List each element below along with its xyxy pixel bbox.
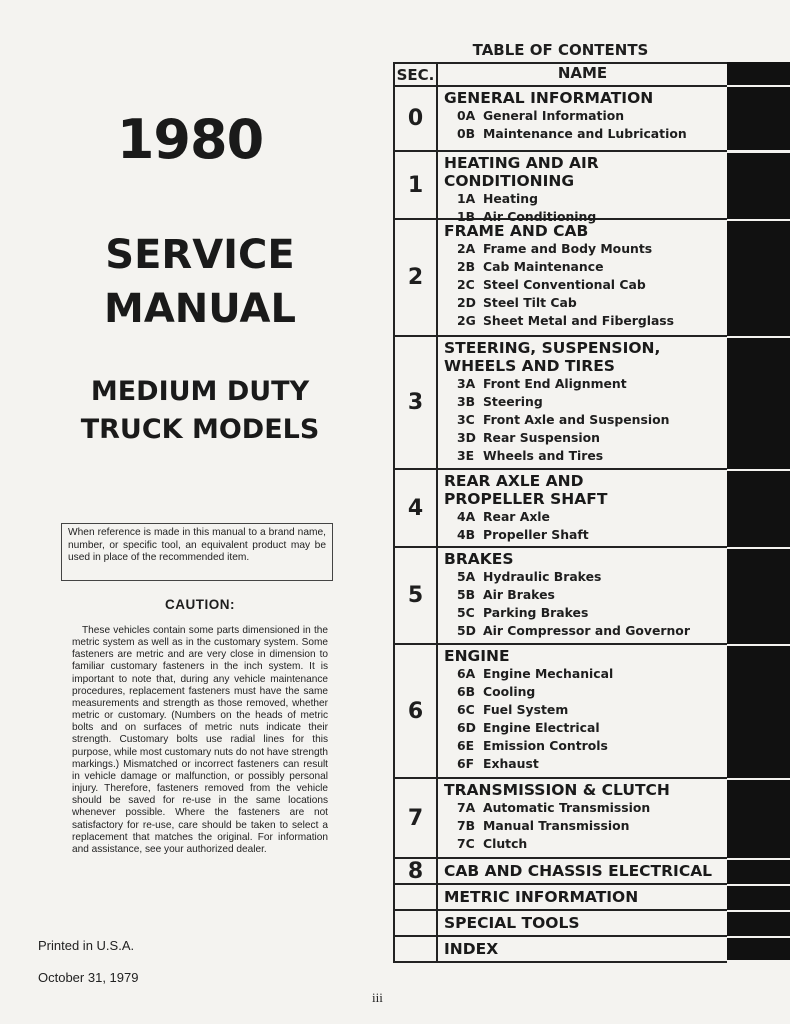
caution-heading: CAUTION: <box>165 597 235 612</box>
cover-title-line2: MANUAL <box>104 286 296 332</box>
reference-note-box: When reference is made in this manual to a brand name, number, or specific tool, an equivalent product may be used in place of the recommended item. <box>61 523 333 581</box>
toc-title: TABLE OF CONTENTS <box>472 41 649 59</box>
toc-section-2[interactable] <box>395 220 727 337</box>
toc-metric-information[interactable] <box>395 885 727 911</box>
section-number: 7 <box>395 779 438 857</box>
section-number <box>395 885 438 909</box>
toc-item[interactable]: 2C Steel Conventional Cab <box>457 277 646 292</box>
section-title-line2: WHEELS AND TIRES <box>444 357 615 375</box>
toc-item[interactable]: 4A Rear Axle <box>457 509 550 524</box>
toc-item[interactable]: 7C Clutch <box>457 836 528 851</box>
toc-index[interactable] <box>395 937 727 963</box>
toc-item[interactable]: 1B Air Conditioning <box>457 209 597 224</box>
section-number <box>395 937 438 961</box>
section-number: 1 <box>395 152 438 218</box>
section-title: FRAME AND CAB <box>444 222 589 240</box>
toc-col-name: NAME <box>557 64 608 82</box>
edge-tab-index <box>727 938 790 960</box>
toc-item[interactable]: 6E Emission Controls <box>457 738 608 753</box>
toc-item[interactable]: 3B Steering <box>457 394 543 409</box>
section-number: 8 <box>395 859 438 883</box>
section-title: TRANSMISSION & CLUTCH <box>444 781 670 799</box>
section-title: METRIC INFORMATION <box>444 888 639 906</box>
edge-tab-tools <box>727 912 790 936</box>
toc-item[interactable]: 2G Sheet Metal and Fiberglass <box>457 313 675 328</box>
cover-subtitle-line1: MEDIUM DUTY <box>90 376 310 407</box>
toc-item[interactable]: 5D Air Compressor and Governor <box>457 623 690 638</box>
section-number: 0 <box>395 87 438 150</box>
section-title: CAB AND CHASSIS ELECTRICAL <box>444 862 713 880</box>
toc-item[interactable]: 3C Front Axle and Suspension <box>457 412 670 427</box>
section-number <box>395 911 438 935</box>
cover-subtitle-line2: TRUCK MODELS <box>80 414 320 445</box>
toc-item[interactable]: 2B Cab Maintenance <box>457 259 604 274</box>
toc-item[interactable]: 4B Propeller Shaft <box>457 527 589 542</box>
toc-item[interactable]: 7B Manual Transmission <box>457 818 630 833</box>
edge-tab-8 <box>727 860 790 884</box>
edge-tab-5 <box>727 549 790 644</box>
cover-year: 1980 <box>116 108 264 171</box>
toc-item[interactable]: 2A Frame and Body Mounts <box>457 241 653 256</box>
toc-item[interactable]: 5B Air Brakes <box>457 587 555 602</box>
edge-tab-metric <box>727 886 790 910</box>
edge-tab-2 <box>727 221 790 336</box>
cover-title-line1: SERVICE <box>105 232 295 278</box>
toc-item[interactable]: 0A General Information <box>457 108 625 123</box>
edge-tab-1 <box>727 153 790 219</box>
edge-tab-7 <box>727 780 790 858</box>
print-date: October 31, 1979 <box>38 970 139 985</box>
section-title-line2: PROPELLER SHAFT <box>444 490 608 508</box>
toc-section-1[interactable] <box>395 152 727 224</box>
toc-item[interactable]: 5C Parking Brakes <box>457 605 589 620</box>
cover-panel <box>0 0 380 1024</box>
toc-item[interactable]: 3D Rear Suspension <box>457 430 600 445</box>
section-number: 2 <box>395 220 438 335</box>
toc-item[interactable]: 5A Hydraulic Brakes <box>457 569 602 584</box>
section-title: GENERAL INFORMATION <box>444 89 654 107</box>
toc-header-row <box>395 64 727 87</box>
edge-tab-6 <box>727 646 790 778</box>
toc-item[interactable]: 6F Exhaust <box>457 756 539 771</box>
toc-section-8[interactable] <box>395 859 727 885</box>
toc-item[interactable]: 6B Cooling <box>457 684 536 699</box>
toc-section-6[interactable] <box>395 645 727 779</box>
toc-item[interactable]: 3E Wheels and Tires <box>457 448 604 463</box>
section-number: 6 <box>395 645 438 777</box>
page-number: iii <box>372 990 383 1005</box>
printed-in: Printed in U.S.A. <box>38 938 135 953</box>
section-title-line1: REAR AXLE AND <box>444 472 584 490</box>
section-number: 4 <box>395 470 438 546</box>
toc-section-4[interactable] <box>395 470 727 548</box>
toc-item[interactable]: 1A Heating <box>457 191 538 206</box>
edge-tab-0 <box>727 87 790 150</box>
toc-item[interactable]: 0B Maintenance and Lubrication <box>457 126 687 141</box>
toc-col-sec: SEC. <box>395 64 438 85</box>
edge-tab-4 <box>727 471 790 547</box>
section-title: SPECIAL TOOLS <box>444 914 580 932</box>
toc-section-5[interactable] <box>395 548 727 645</box>
edge-tab-header <box>727 62 790 85</box>
section-number: 3 <box>395 337 438 468</box>
toc-item[interactable]: 6C Fuel System <box>457 702 569 717</box>
section-title: INDEX <box>444 940 499 958</box>
caution-text: These vehicles contain some parts dimensioned in the metric system as well as in the customary system. Some fasteners are metric and are very close in dimension to familiar customary fasteners in the inch system. It is important to note that, during any vehicle maintenance procedures, replacement fasteners must have the same measurements and strength as those removed, whether metric or customary. (Numbers on the heads of metric bolts and on surfaces of metric nuts indicate their strength. Customary bolts use radial lines for this purpose, while most customary nuts do not have strength markings.) Mismatched or incorrect fasteners can result in vehicle damage or malfunction, or possibly personal injury. Therefore, fasteners removed from the vehicle should be saved for re-use in the same locations whenever possible. Where the fasteners are not satisfactory for re-use, care should be taken to select a replacement that matches the original. For information and assistance, see your authorized dealer. <box>72 625 328 855</box>
toc-table <box>393 62 727 963</box>
section-title: BRAKES <box>444 550 514 568</box>
toc-item[interactable]: 2D Steel Tilt Cab <box>457 295 577 310</box>
toc-section-7[interactable] <box>395 779 727 859</box>
toc-item[interactable]: 3A Front End Alignment <box>457 376 627 391</box>
edge-tab-3 <box>727 338 790 469</box>
toc-special-tools[interactable] <box>395 911 727 937</box>
toc-item[interactable]: 6D Engine Electrical <box>457 720 600 735</box>
section-title: HEATING AND AIR CONDITIONING <box>444 154 599 190</box>
section-number: 5 <box>395 548 438 643</box>
toc-section-0[interactable] <box>395 87 727 152</box>
section-title: ENGINE <box>444 647 510 665</box>
toc-item[interactable]: 6A Engine Mechanical <box>457 666 614 681</box>
section-title-line1: STEERING, SUSPENSION, <box>444 339 661 357</box>
toc-item[interactable]: 7A Automatic Transmission <box>457 800 651 815</box>
toc-section-3[interactable] <box>395 337 727 470</box>
